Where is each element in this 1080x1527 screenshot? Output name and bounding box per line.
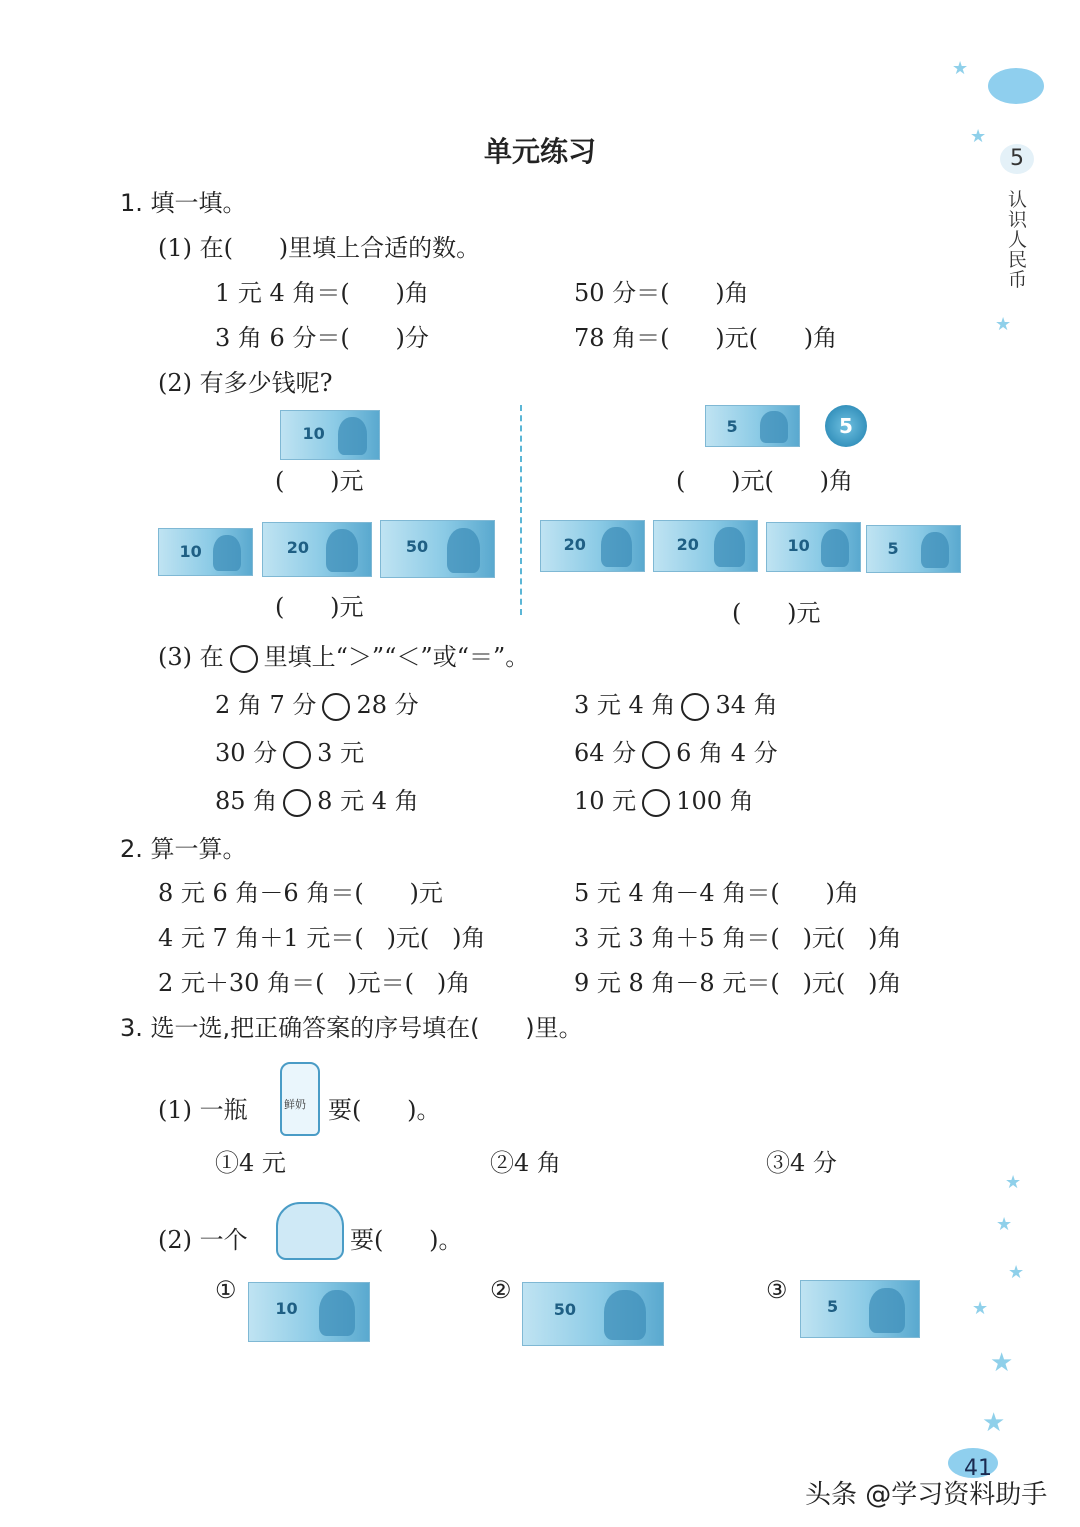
calc-item: 4 元 7 角＋1 元＝( )元( )角	[158, 924, 486, 952]
answer-blank: ( )元	[275, 467, 364, 495]
banknote-5: 5	[705, 405, 800, 447]
banknote-5: 5	[866, 525, 961, 573]
coin-5-jiao: 5	[825, 405, 867, 447]
calc-item: 3 元 3 角＋5 角＝( )元( )角	[574, 924, 902, 952]
answer-blank: ( )元	[275, 593, 364, 621]
circle-blank	[642, 789, 670, 817]
divider	[520, 405, 522, 615]
circle-blank	[283, 789, 311, 817]
calc-item: 5 元 4 角－4 角＝( )角	[574, 879, 859, 907]
q3-heading: 3. 选一选,把正确答案的序号填在( )里。	[120, 1014, 583, 1042]
calc-item: 9 元 8 角－8 元＝( )元( )角	[574, 969, 902, 997]
q1-heading: 1. 填一填。	[120, 189, 247, 217]
star-icon: ★	[970, 126, 987, 147]
option: ①	[215, 1276, 237, 1304]
banknote-20: 20	[262, 522, 372, 577]
compare-item: 10 元 100 角	[574, 787, 754, 815]
calc-item: 8 元 6 角－6 角＝( )元	[158, 879, 443, 907]
banknote-20: 20	[653, 520, 758, 572]
milk-bottle-icon: 鲜奶	[280, 1062, 320, 1136]
compare-item: 30 分 3 元	[215, 739, 365, 767]
star-icon: ★	[990, 1348, 1014, 1378]
cloud-icon	[988, 68, 1044, 104]
star-icon: ★	[995, 314, 1012, 335]
q3-p2-label: (2) 一个	[158, 1226, 248, 1254]
star-icon: ★	[996, 1214, 1013, 1235]
page-number: 41	[964, 1456, 992, 1481]
q1-p1-item: 1 元 4 角＝( )角	[215, 279, 429, 307]
banknote-10: 10	[280, 410, 380, 460]
banknote-10: 10	[248, 1282, 370, 1342]
circle-blank	[322, 693, 350, 721]
q3-p2-answer: 要( )。	[350, 1226, 463, 1254]
option: ③4 分	[766, 1149, 837, 1177]
option: ①4 元	[215, 1149, 286, 1177]
option: ②4 角	[490, 1149, 561, 1177]
q1-p1-item: 78 角＝( )元( )角	[574, 324, 838, 352]
answer-blank: ( )元( )角	[676, 467, 853, 495]
star-icon: ★	[972, 1298, 989, 1319]
banknote-50: 50	[522, 1282, 664, 1346]
q3-p1-label: (1) 一瓶	[158, 1096, 248, 1124]
banknote-5: 5	[800, 1280, 920, 1338]
watermark: 头条 @学习资料助手	[805, 1480, 1048, 1510]
q1-p1-label: (1) 在( )里填上合适的数。	[158, 234, 481, 262]
unit-title: 认识人民币	[1008, 189, 1028, 291]
circle-blank	[642, 741, 670, 769]
unit-number: 5	[1000, 144, 1034, 174]
q3-p1-answer: 要( )。	[328, 1096, 441, 1124]
option: ③	[766, 1276, 788, 1304]
q2-heading: 2. 算一算。	[120, 835, 247, 863]
banknote-20: 20	[540, 520, 645, 572]
q1-p2-label: (2) 有多少钱呢?	[158, 369, 333, 397]
star-icon: ★	[1008, 1262, 1025, 1283]
circle-blank	[283, 741, 311, 769]
star-icon: ★	[1005, 1172, 1022, 1193]
banknote-50: 50	[380, 520, 495, 578]
star-icon: ★	[982, 1408, 1006, 1438]
circle-blank	[681, 693, 709, 721]
banknote-10: 10	[766, 522, 861, 572]
compare-item: 64 分 6 角 4 分	[574, 739, 778, 767]
backpack-icon	[276, 1202, 344, 1260]
star-icon: ★	[952, 58, 969, 79]
q1-p1-item: 3 角 6 分＝( )分	[215, 324, 429, 352]
q1-p3-label: (3) 在 里填上“＞”“＜”或“＝”。	[158, 643, 530, 671]
compare-item: 2 角 7 分 28 分	[215, 691, 419, 719]
option: ②	[490, 1276, 512, 1304]
q1-p1-item: 50 分＝( )角	[574, 279, 749, 307]
page-title: 单元练习	[483, 135, 596, 168]
circle-blank	[230, 645, 258, 673]
banknote-10: 10	[158, 528, 253, 576]
answer-blank: ( )元	[732, 599, 821, 627]
calc-item: 2 元＋30 角＝( )元＝( )角	[158, 969, 471, 997]
compare-item: 3 元 4 角 34 角	[574, 691, 778, 719]
compare-item: 85 角 8 元 4 角	[215, 787, 419, 815]
